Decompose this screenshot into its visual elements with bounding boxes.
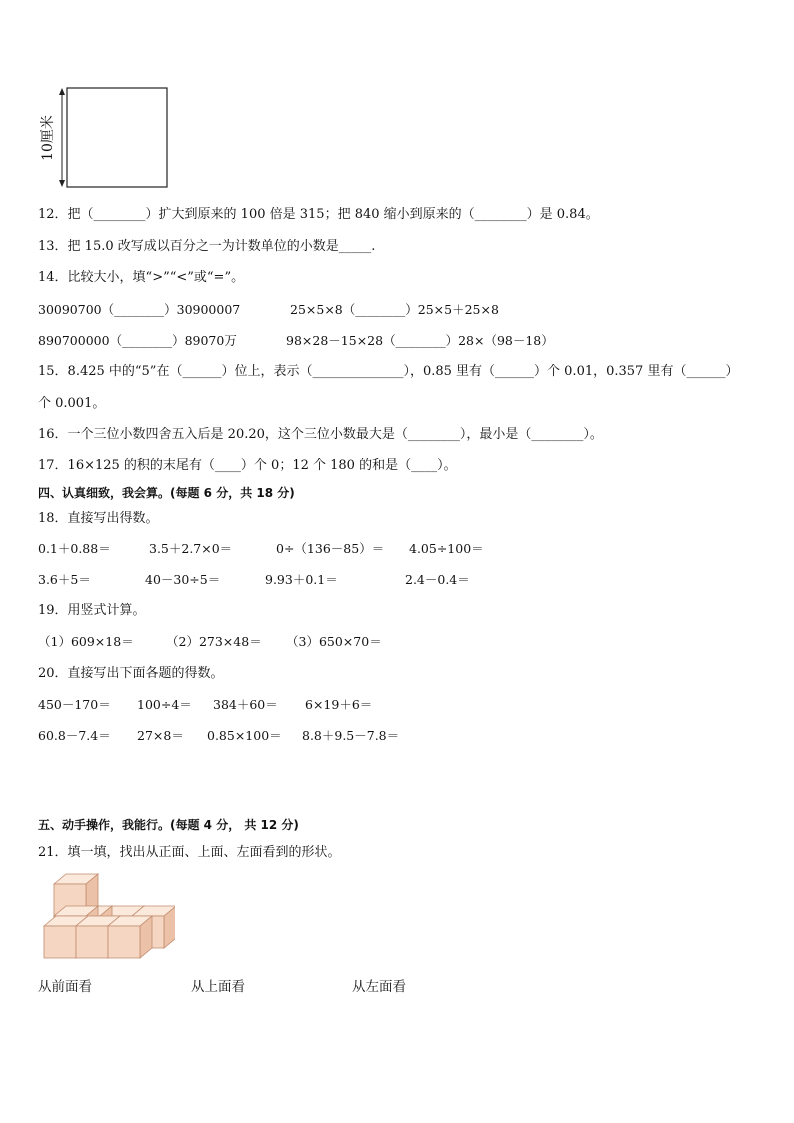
cube-stack-diagram [40,868,175,968]
question-20-stem: 20．直接写出下面各题的得数。 [38,666,224,681]
question-21-stem: 21．填一填，找出从正面、上面、左面看到的形状。 [38,845,341,860]
q20-item-7: 0.85×100＝ [207,728,282,743]
section-5-heading: 五、动手操作，我能行。(每题 4 分， 共 12 分) [38,818,299,832]
cube-stack-figure [40,868,175,968]
cube-front-1-front [44,926,76,958]
arrow-up-icon [59,88,65,95]
question-17: 17．16×125 的积的末尾有（____）个 0；12 个 180 的和是（____）。 [38,458,457,473]
q18-item-4: 4.05÷100＝ [409,541,484,556]
q14-compare-4: 98×28－15×28（________）28×（98－18） [286,333,554,348]
question-13: 13．把 15.0 改写成以百分之一为计数单位的小数是_____. [38,239,376,254]
q20-item-6: 27×8＝ [137,728,184,743]
square-figure [36,84,176,194]
cube-front-2-front [76,926,108,958]
q19-item-3: （3）650×70＝ [286,634,382,649]
question-18-stem: 18．直接写出得数。 [38,511,159,526]
q18-item-3: 0÷（136－85）＝ [276,541,385,556]
q14-compare-2: 25×5×8（________）25×5＋25×8 [290,302,499,317]
q18-item-8: 2.4－0.4＝ [405,572,470,587]
view-label-left: 从左面看 [352,979,406,995]
arrow-down-icon [59,180,65,187]
q20-item-4: 6×19＋6＝ [305,697,373,712]
q18-item-2: 3.5＋2.7×0＝ [149,541,233,556]
square-diagram [36,84,176,194]
q20-item-3: 384＋60＝ [213,697,278,712]
q20-item-1: 450－170＝ [38,697,111,712]
q20-item-8: 8.8＋9.5－7.8＝ [302,728,400,743]
section-4-heading: 四、认真细致，我会算。(每题 6 分，共 18 分) [38,486,295,500]
question-12: 12．把（________）扩大到原来的 100 倍是 315；把 840 缩小到原来的（________）是 0.84。 [38,207,599,222]
question-14-stem: 14．比较大小，填“>”“<”或“=”。 [38,270,245,285]
q18-item-1: 0.1＋0.88＝ [38,541,111,556]
q14-compare-3: 890700000（________）89070万 [38,333,237,348]
q20-item-2: 100÷4＝ [137,697,192,712]
question-16: 16．一个三位小数四舍五入后是 20.20，这个三位小数最大是（________），最小是（________）。 [38,427,603,442]
side-length-label: 10厘米 [40,115,56,161]
q20-item-5: 60.8－7.4＝ [38,728,111,743]
q18-item-6: 40－30÷5＝ [145,572,221,587]
q19-item-1: （1）609×18＝ [38,634,134,649]
view-label-front: 从前面看 [38,979,92,995]
q18-item-7: 9.93＋0.1＝ [265,572,338,587]
view-label-top: 从上面看 [191,979,245,995]
q18-item-5: 3.6＋5＝ [38,572,91,587]
question-15-line2: 个 0.001。 [38,396,106,411]
q14-compare-1: 30090700（________）30900007 [38,302,241,317]
question-19-stem: 19．用竖式计算。 [38,603,146,618]
cube-front-3-front [108,926,140,958]
q19-item-2: （2）273×48＝ [166,634,262,649]
square-outline [67,88,167,187]
question-15-line1: 15．8.425 中的“5”在（______）位上，表示（______________），0.85 里有（______）个 0.01，0.357 里有（______） [38,364,739,379]
